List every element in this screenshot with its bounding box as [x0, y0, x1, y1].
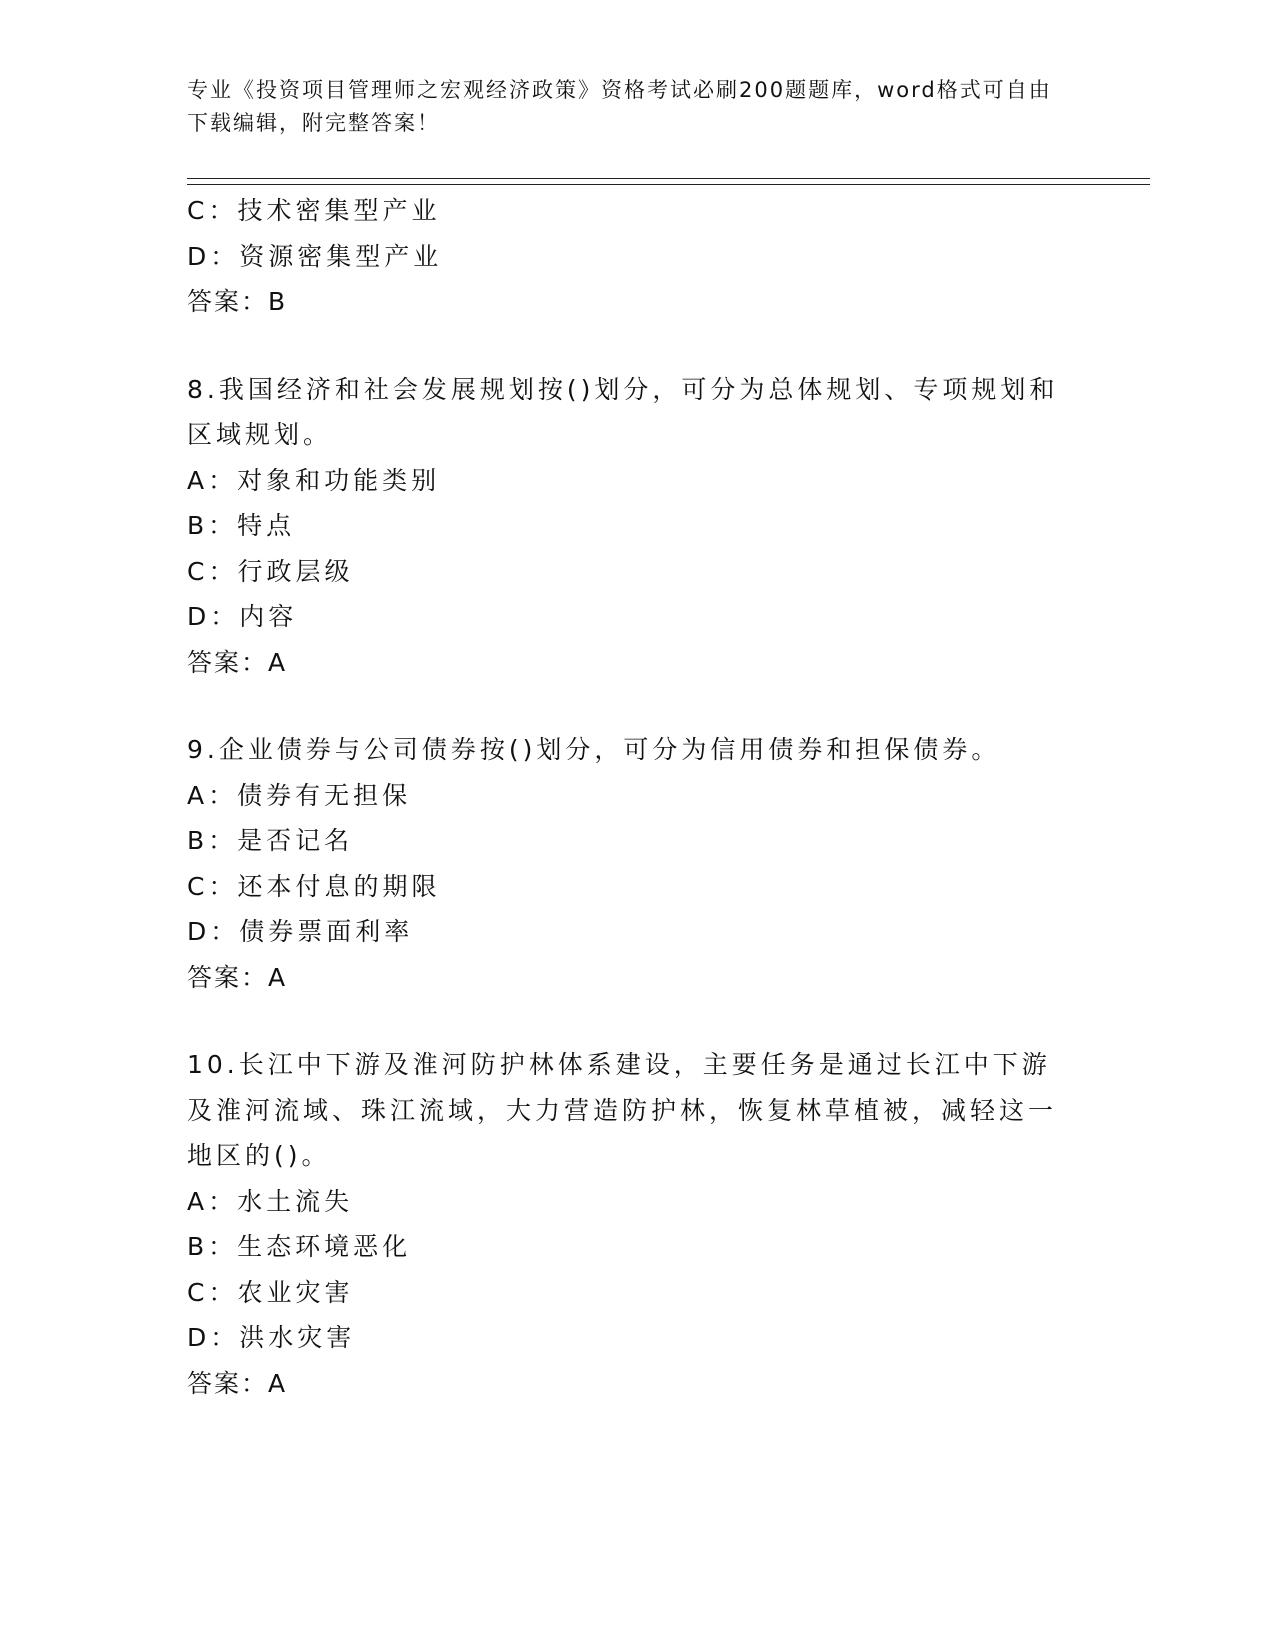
option-a: A：债券有无担保 [187, 780, 412, 810]
question-text: 10.长江中下游及淮河防护林体系建设，主要任务是通过长江中下游及淮河流域、珠江流域，大力营造防护林，恢复林草植被，减轻这一地区的()。 [187, 1050, 1058, 1170]
question-block-previous [187, 188, 1087, 325]
option-d: D：资源密集型产业 [187, 241, 443, 271]
option-d: D：债券票面利率 [187, 917, 414, 946]
answer-line: 答案：A [187, 1368, 288, 1398]
question-list [187, 188, 1087, 1406]
option-c: C：行政层级 [187, 556, 354, 586]
option-b: B：特点 [187, 511, 296, 540]
option-a: A：水土流失 [187, 1186, 354, 1216]
header-title: 专业《投资项目管理师之宏观经济政策》资格考试必刷200题题库，word格式可自由下载编辑，附完整答案！ [187, 78, 1052, 135]
option-b: B：生态环境恶化 [187, 1232, 412, 1261]
question-block-10 [187, 1042, 1087, 1406]
option-c: C：农业灾害 [187, 1277, 354, 1307]
question-block-8 [187, 367, 1087, 686]
answer-line: 答案：B [187, 287, 288, 316]
document-header [187, 74, 1067, 140]
option-c: C：技术密集型产业 [187, 196, 441, 225]
option-b: B：是否记名 [187, 826, 354, 855]
answer-line: 答案：A [187, 647, 288, 677]
question-block-9 [187, 727, 1087, 1000]
option-d: D：内容 [187, 602, 298, 631]
header-divider [187, 178, 1150, 185]
option-d: D：洪水灾害 [187, 1323, 356, 1352]
option-a: A：对象和功能类别 [187, 465, 441, 495]
question-text: 8.我国经济和社会发展规划按()划分，可分为总体规划、专项规划和区域规划。 [187, 374, 1059, 449]
answer-line: 答案：A [187, 962, 288, 992]
question-text: 9.企业债券与公司债券按()划分，可分为信用债券和担保债券。 [187, 735, 1001, 764]
option-c: C：还本付息的期限 [187, 871, 441, 901]
